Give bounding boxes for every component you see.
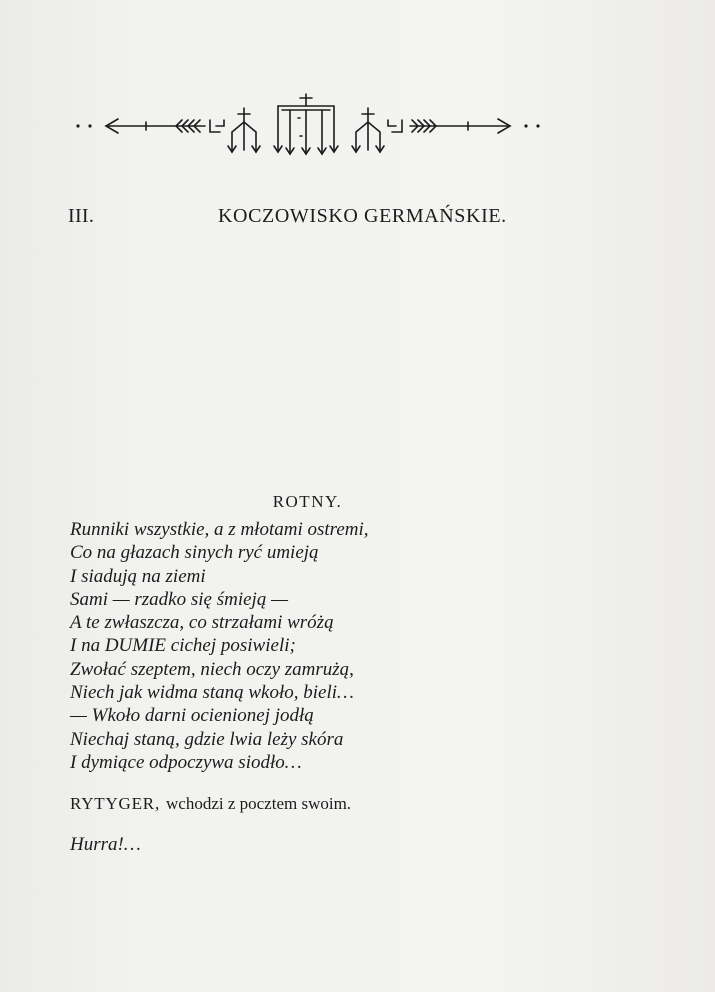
verse-line: Zwołać szeptem, niech oczy zamrużą, [70,658,354,680]
verse-line: A te zwłaszcza, co strzałami wróżą [70,612,334,634]
chapter-number: III. [68,205,95,227]
stage-direction-text: wchodzi z pocztem swoim. [166,794,352,813]
verse-line: Runniki wszystkie, a z młotami ostremi, [70,519,369,540]
verse-line: — Wkoło darni ocienionej jodłą [70,705,314,727]
verse-line: Co na głazach sinych ryć umieją [70,542,319,564]
stage-direction [70,794,351,814]
arrow-rune-ornament [70,92,550,158]
verse-line: Sami — rzadko się śmieją — [70,588,288,610]
speaker-name: ROTNY. [272,492,343,511]
chapter-title: KOCZOWISKO GERMAŃSKIE. [218,205,507,227]
verse-block [70,518,369,774]
verse-line: Niechaj staną, gdzie lwia leży skóra [70,728,344,750]
exclamation: Hurra!… [70,834,141,855]
chapter-heading [68,205,548,235]
verse-line: I na DUMIE cichej posiwieli; [70,635,296,657]
verse-line: I siadują na ziemi [70,565,206,587]
stage-direction-name: RYTYGER, [70,794,160,813]
verse-line: Niech jak widma staną wkoło, bieli… [70,682,354,704]
verse-line: I dymiące odpoczywa siodło… [70,751,302,773]
